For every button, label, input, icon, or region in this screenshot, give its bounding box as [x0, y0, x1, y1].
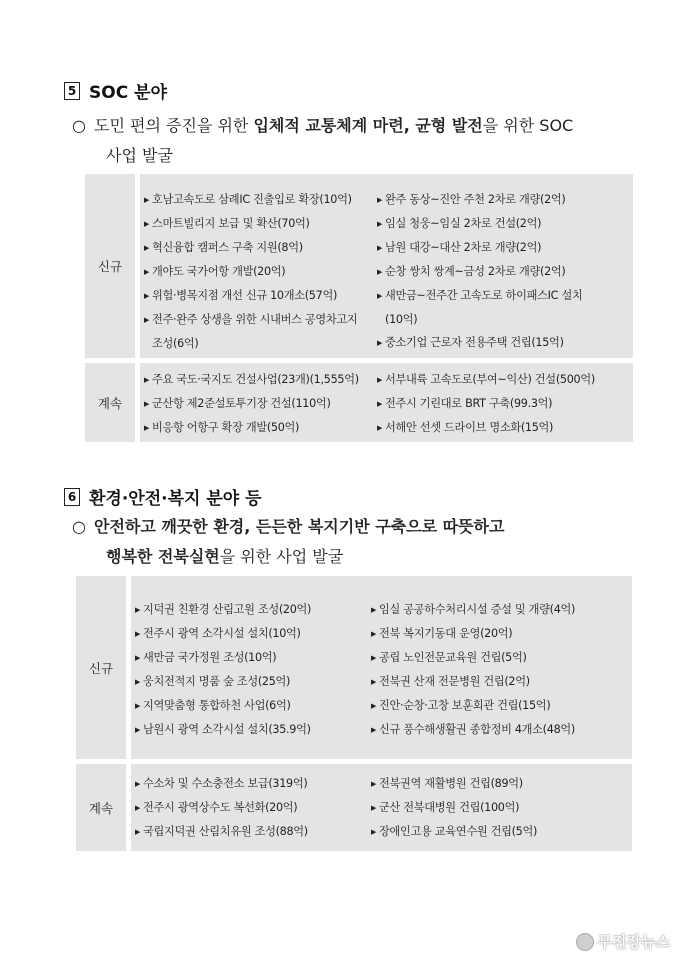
- list-item: ▶ 남원시 광역 소각시설 설치(35.9억): [135, 718, 311, 742]
- triangle-bullet-icon: ▶: [144, 244, 150, 252]
- section6-intro-bold2: 행복한 전북실현: [106, 547, 220, 566]
- triangle-bullet-icon: ▶: [144, 292, 150, 300]
- triangle-bullet-icon: ▶: [371, 726, 377, 734]
- triangle-bullet-icon: ▶: [135, 630, 141, 638]
- section5-intro-text: 도민 편의 증진을 위한: [94, 116, 254, 135]
- triangle-bullet-icon: ▶: [144, 268, 150, 276]
- section5-cont-body: [140, 363, 633, 442]
- list-item: ▶ 완주 동상~진안 주천 2차로 개량(2억): [377, 188, 582, 212]
- list-item: ▶ 전북권 산재 전문병원 건립(2억): [371, 670, 575, 694]
- section5-cont-row: [85, 363, 633, 442]
- triangle-bullet-icon: ▶: [371, 606, 377, 614]
- list-item: ▶ 전주시 기린대로 BRT 구축(99.3억): [377, 392, 595, 416]
- section6-cont-right-col: [371, 772, 537, 844]
- triangle-bullet-icon: ▶: [144, 316, 150, 324]
- triangle-bullet-icon: ▶: [144, 196, 150, 204]
- triangle-bullet-icon: ▶: [377, 339, 383, 347]
- bullet-circle-icon: ○: [72, 116, 86, 135]
- list-item: ▶ 새만금 국가정원 조성(10억): [135, 646, 311, 670]
- list-item: ▶ 진안·순창·고창 보훈회관 건립(15억): [371, 694, 575, 718]
- list-item: ▶ 국립지덕권 산림치유원 조성(88억): [135, 820, 308, 844]
- section6-cont-row: [76, 764, 632, 851]
- triangle-bullet-icon: ▶: [377, 220, 383, 228]
- section6-intro-bold: 따뜻하고: [442, 517, 505, 536]
- list-item: ▶ 전북 복지기동대 운영(20억): [371, 622, 575, 646]
- section6-intro: [72, 512, 652, 572]
- triangle-bullet-icon: ▶: [377, 424, 383, 432]
- triangle-bullet-icon: ▶: [135, 678, 141, 686]
- section6-new-body: [131, 576, 632, 759]
- list-item: ▶ 개야도 국가어항 개발(20억): [144, 260, 357, 284]
- triangle-bullet-icon: ▶: [144, 400, 150, 408]
- section5-new-left-col: [144, 188, 357, 355]
- list-item: ▶ 새만금~전주간 고속도로 하이패스IC 설치: [377, 284, 582, 308]
- section5-new-right-col: [377, 188, 582, 355]
- section5-cont-left-col: [144, 368, 359, 440]
- section6-cont-label: 계속: [76, 764, 126, 851]
- section6-heading: [64, 484, 262, 509]
- section5-intro-bold: 입체적 교통체계 마련, 균형 발전: [253, 116, 483, 135]
- section6-intro-line2: [72, 542, 652, 572]
- list-item: ▶ 공립 노인전문교육원 건립(5억): [371, 646, 575, 670]
- list-item: ▶ 전북권역 재활병원 건립(89억): [371, 772, 537, 796]
- list-item: ▶ 임실 공공하수처리시설 증설 및 개량(4억): [371, 598, 575, 622]
- list-item: ▶ 전주시 광역 소각시설 설치(10억): [135, 622, 311, 646]
- section5-intro-line2: 사업 발굴: [106, 146, 173, 165]
- section5-number: 5: [64, 82, 80, 100]
- section6-new-left-col: [135, 598, 311, 742]
- list-item: ▶ 중소기업 근로자 전용주택 건립(15억): [377, 331, 582, 355]
- triangle-bullet-icon: ▶: [371, 702, 377, 710]
- list-item: ▶ 스마트빌리지 보급 및 확산(70억): [144, 212, 357, 236]
- section5-new-row: [85, 174, 633, 358]
- triangle-bullet-icon: ▶: [371, 804, 377, 812]
- list-item: ▶ 혁신융합 캠퍼스 구축 지원(8억): [144, 236, 357, 260]
- list-item: ▶ 전주시 광역상수도 복선화(20억): [135, 796, 308, 820]
- section5-new-body: [140, 174, 633, 358]
- triangle-bullet-icon: ▶: [377, 400, 383, 408]
- watermark-logo-icon: [576, 933, 594, 951]
- list-item: ▶ 군산 전북대병원 건립(100억): [371, 796, 537, 820]
- triangle-bullet-icon: ▶: [377, 268, 383, 276]
- triangle-bullet-icon: ▶: [371, 630, 377, 638]
- list-item: ▶ 비응항 어항구 확장 개발(50억): [144, 416, 359, 440]
- triangle-bullet-icon: ▶: [377, 292, 383, 300]
- list-item: ▶ 임실 청웅~임실 2차로 건설(2억): [377, 212, 582, 236]
- section5-cont-right-col: [377, 368, 595, 440]
- list-item: ▶ 주요 국도·국지도 건설사업(23개)(1,555억): [144, 368, 359, 392]
- list-item: ▶ 웅치전적지 명품 숲 조성(25억): [135, 670, 311, 694]
- section5-new-label: 신규: [85, 174, 135, 358]
- list-item: ▶ 서부내륙 고속도로(부여~익산) 건설(500억): [377, 368, 595, 392]
- section6-cont-body: [131, 764, 632, 851]
- bullet-circle-icon: ○: [72, 517, 86, 536]
- section5-title: SOC 분야: [89, 83, 167, 103]
- section6-new-row: [76, 576, 632, 759]
- triangle-bullet-icon: ▶: [371, 678, 377, 686]
- triangle-bullet-icon: ▶: [377, 376, 383, 384]
- list-item: ▶ 신규 풍수해생활권 종합정비 4개소(48억): [371, 718, 575, 742]
- list-item: ▶ 호남고속도로 삼례IC 진출입로 확장(10억): [144, 188, 357, 212]
- triangle-bullet-icon: ▶: [144, 220, 150, 228]
- list-item: ▶ 전주·완주 상생을 위한 시내버스 공영차고지: [144, 308, 357, 332]
- triangle-bullet-icon: ▶: [371, 780, 377, 788]
- triangle-bullet-icon: ▶: [135, 828, 141, 836]
- triangle-bullet-icon: ▶: [377, 196, 383, 204]
- triangle-bullet-icon: ▶: [135, 804, 141, 812]
- list-item-continuation: (10억): [385, 313, 418, 326]
- section6-title: 환경·안전·복지 분야 등: [89, 489, 262, 509]
- section6-cont-left-col: [135, 772, 308, 844]
- triangle-bullet-icon: ▶: [135, 606, 141, 614]
- list-item: ▶ 순창 쌍치 쌍계~금성 2차로 개량(2억): [377, 260, 582, 284]
- section5-intro: [72, 111, 632, 171]
- list-item: ▶ 서해안 선셋 드라이브 명소화(15억): [377, 416, 595, 440]
- section6-new-right-col: [371, 598, 575, 742]
- section6-intro-tail: 을 위한 사업 발굴: [219, 547, 344, 566]
- section6-intro-text: 안전하고 깨끗한 환경, 든든한 복지기반 구축으로: [94, 517, 443, 536]
- triangle-bullet-icon: ▶: [371, 654, 377, 662]
- triangle-bullet-icon: ▶: [377, 244, 383, 252]
- triangle-bullet-icon: ▶: [144, 424, 150, 432]
- section6-number: 6: [64, 488, 80, 506]
- list-item: ▶ 지덕권 친환경 산림고원 조성(20억): [135, 598, 311, 622]
- list-item-continuation: 조성(6억): [152, 337, 199, 350]
- list-item: ▶ 지역맞춤형 통합하천 사업(6억): [135, 694, 311, 718]
- triangle-bullet-icon: ▶: [135, 780, 141, 788]
- section5-cont-label: 계속: [85, 363, 135, 442]
- section5-heading: [64, 78, 167, 103]
- triangle-bullet-icon: ▶: [144, 376, 150, 384]
- list-item: ▶ 장애인고용 교육연수원 건립(5억): [371, 820, 537, 844]
- triangle-bullet-icon: ▶: [135, 726, 141, 734]
- section5-intro-tail: 을 위한 SOC: [482, 116, 574, 135]
- section6-new-label: 신규: [76, 576, 126, 759]
- triangle-bullet-icon: ▶: [135, 702, 141, 710]
- triangle-bullet-icon: ▶: [371, 828, 377, 836]
- list-item: ▶ 군산항 제2준설토투기장 건설(110억): [144, 392, 359, 416]
- watermark-text: 무진장뉴스: [597, 933, 670, 951]
- list-item: ▶ 남원 대강~대산 2차로 개량(2억): [377, 236, 582, 260]
- triangle-bullet-icon: ▶: [135, 654, 141, 662]
- watermark: [576, 931, 670, 952]
- list-item: ▶ 위험·병목지점 개선 신규 10개소(57억): [144, 284, 357, 308]
- list-item: ▶ 수소차 및 수소충전소 보급(319억): [135, 772, 308, 796]
